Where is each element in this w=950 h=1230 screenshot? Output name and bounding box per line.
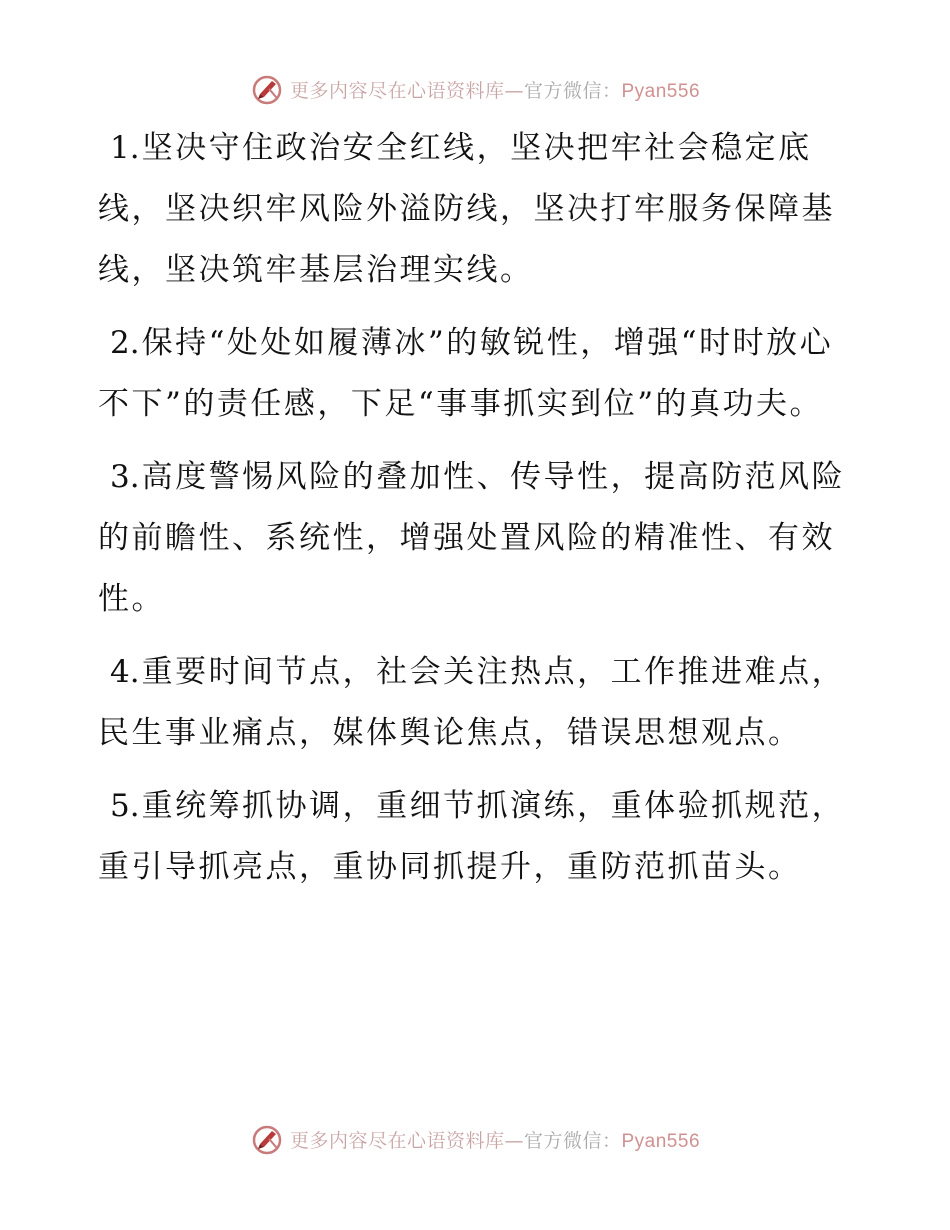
watermark-dash: — xyxy=(504,79,524,102)
list-item xyxy=(98,447,858,630)
document-body xyxy=(98,118,858,910)
watermark-site: 更多内容尽在心语资料库 xyxy=(289,1129,505,1152)
watermark-text xyxy=(290,76,700,103)
list-item xyxy=(98,118,858,301)
watermark-site: 更多内容尽在心语资料库 xyxy=(289,79,505,102)
item-text: 重要时间节点，社会关注热点，工作推进难点，民生事业痛点，媒体舆论焦点，错误思想观点。 xyxy=(98,654,846,751)
watermark-text xyxy=(290,1126,700,1153)
item-number: 1. xyxy=(110,130,140,166)
watermark-dash: — xyxy=(504,1129,524,1152)
footer-watermark xyxy=(0,1122,950,1156)
item-number: 5. xyxy=(110,788,140,824)
item-text: 保持“处处如履薄冰”的敏锐性，增强“时时放心不下”的责任感，下足“事事抓实到位”的真功夫。 xyxy=(98,325,834,422)
logo-icon xyxy=(250,72,284,106)
item-number: 4. xyxy=(110,654,140,690)
list-item xyxy=(98,313,858,435)
watermark-wechat-id: Pyan556 xyxy=(621,80,701,102)
list-item xyxy=(98,776,858,898)
item-text: 高度警惕风险的叠加性、传导性，提高防范风险的前瞻性、系统性，增强处置风险的精准性、有效性。 xyxy=(98,459,846,617)
item-text: 坚决守住政治安全红线，坚决把牢社会稳定底线，坚决织牢风险外溢防线，坚决打牢服务保障基线，坚决筑牢基层治理实线。 xyxy=(98,130,835,288)
watermark-wechat-id: Pyan556 xyxy=(621,1130,701,1152)
item-number: 3. xyxy=(110,459,140,495)
list-item xyxy=(98,642,858,764)
watermark-wechat-label: 官方微信： xyxy=(523,1129,622,1152)
watermark-wechat-label: 官方微信： xyxy=(523,79,622,102)
logo-icon xyxy=(250,1122,284,1156)
item-text: 重统筹抓协调，重细节抓演练，重体验抓规范，重引导抓亮点，重协同抓提升，重防范抓苗头。 xyxy=(98,788,846,885)
item-number: 2. xyxy=(110,325,140,361)
header-watermark xyxy=(0,72,950,106)
